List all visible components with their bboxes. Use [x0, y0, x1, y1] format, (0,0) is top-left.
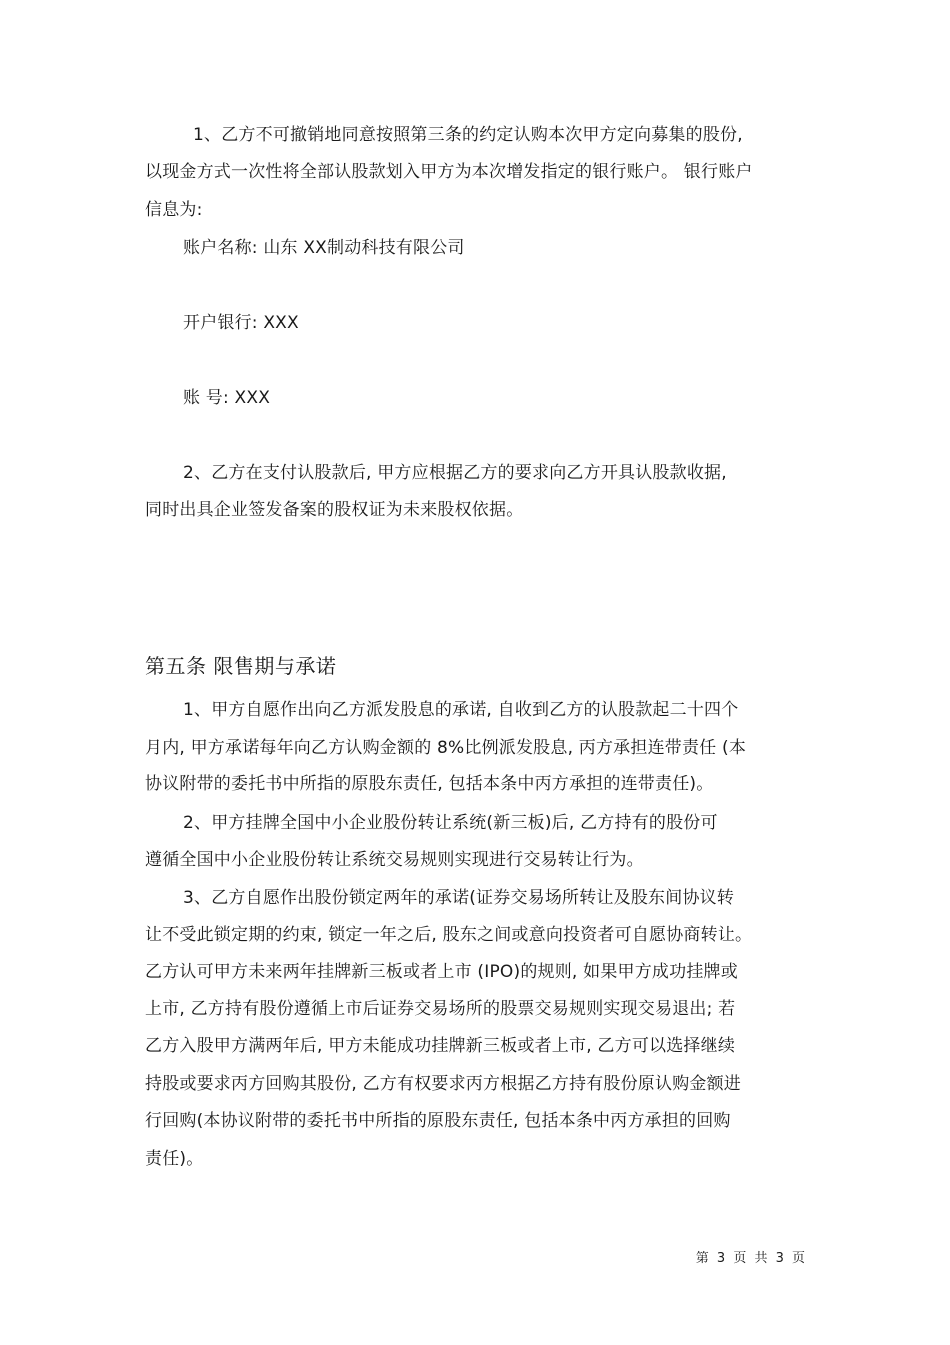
paragraph-line: 同时出具企业签发备案的股权证为未来股权依据。 [145, 500, 524, 520]
paragraph-line: 协议附带的委托书中所指的原股东责任, 包括本条中丙方承担的连带责任)。 [145, 774, 714, 794]
paragraph-line: 乙方认可甲方未来两年挂牌新三板或者上市 (IPO)的规则, 如果甲方成功挂牌或 [145, 962, 738, 982]
paragraph-line: 行回购(本协议附带的委托书中所指的原股东责任, 包括本条中丙方承担的回购 [145, 1111, 731, 1131]
account-number: 账 号: XXX [183, 388, 271, 408]
paragraph-line: 信息为: [145, 200, 203, 220]
paragraph-line: 责任)。 [145, 1149, 204, 1169]
paragraph-line: 月内, 甲方承诺每年向乙方认购金额的 8%比例派发股息, 丙方承担连带责任 (本 [145, 738, 747, 758]
paragraph-line: 3、乙方自愿作出股份锁定两年的承诺(证券交易场所转让及股东间协议转 [183, 888, 735, 908]
paragraph-line: 1、乙方不可撤销地同意按照第三条的约定认购本次甲方定向募集的股份, [193, 125, 743, 145]
paragraph-line: 2、乙方在支付认股款后, 甲方应根据乙方的要求向乙方开具认股款收据, [183, 463, 727, 483]
page-number: 第 3 页 共 3 页 [695, 1251, 807, 1266]
paragraph-line: 2、甲方挂牌全国中小企业股份转让系统(新三板)后, 乙方持有的股份可 [183, 813, 718, 833]
paragraph-line: 以现金方式一次性将全部认股款划入甲方为本次增发指定的银行账户。 银行账户 [145, 162, 753, 182]
account-name: 账户名称: 山东 XX制动科技有限公司 [183, 238, 465, 258]
paragraph-line: 乙方入股甲方满两年后, 甲方未能成功挂牌新三板或者上市, 乙方可以选择继续 [145, 1036, 736, 1056]
bank-name: 开户银行: XXX [183, 313, 299, 333]
section-heading: 第五条 限售期与承诺 [145, 654, 337, 678]
paragraph-line: 1、甲方自愿作出向乙方派发股息的承诺, 自收到乙方的认股款起二十四个 [183, 700, 739, 720]
paragraph-line: 上市, 乙方持有股份遵循上市后证券交易场所的股票交易规则实现交易退出; 若 [145, 999, 736, 1019]
paragraph-line: 持股或要求丙方回购其股份, 乙方有权要求丙方根据乙方持有股份原认购金额进 [145, 1074, 742, 1094]
paragraph-line: 让不受此锁定期的约束, 锁定一年之后, 股东之间或意向投资者可自愿协商转让。 [145, 925, 753, 945]
paragraph-line: 遵循全国中小企业股份转让系统交易规则实现进行交易转让行为。 [145, 850, 644, 870]
